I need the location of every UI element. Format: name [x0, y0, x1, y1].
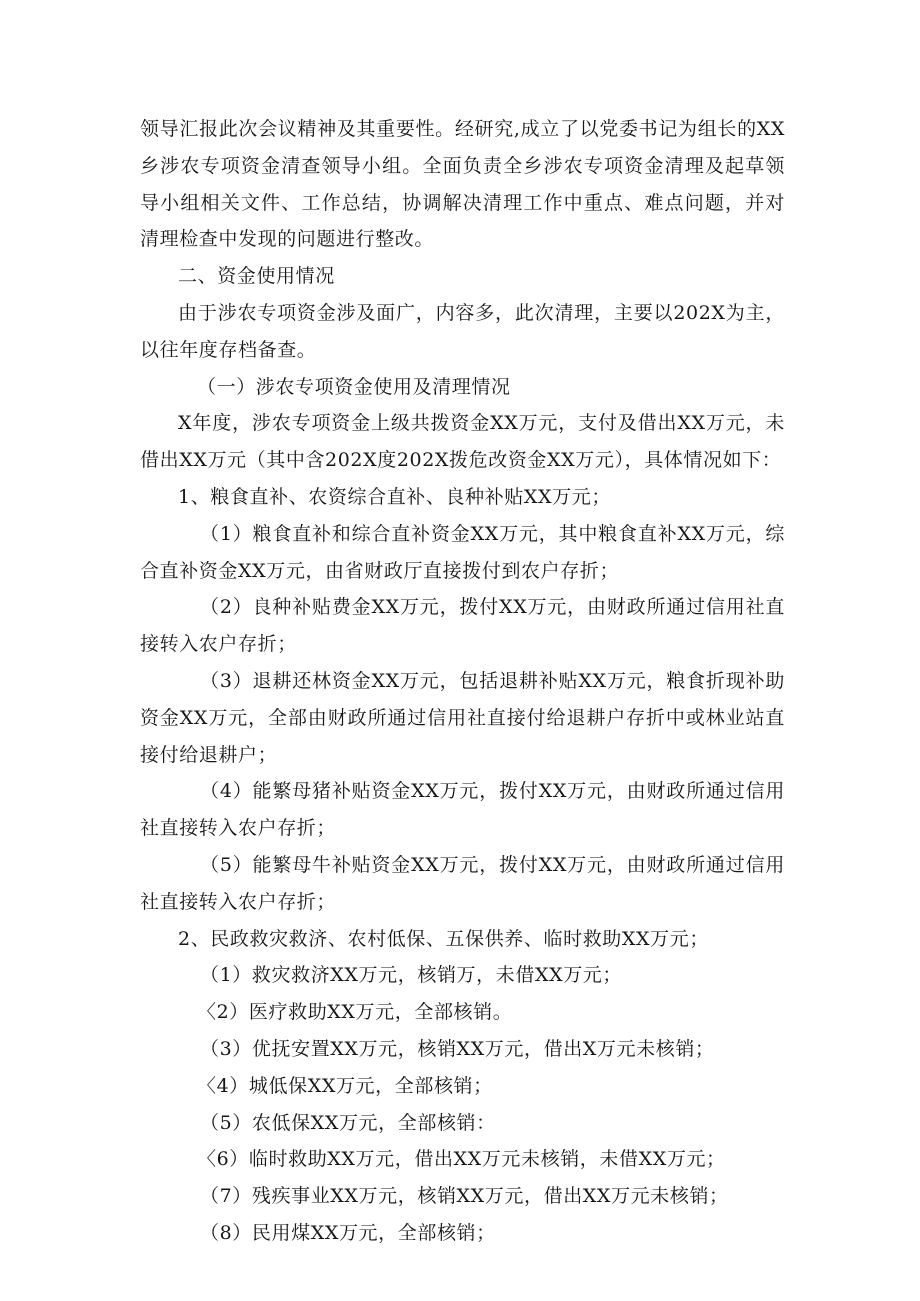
- list-item-relief-5: （5）农低保XX万元，全部核销：: [200, 1111, 496, 1134]
- list-item-relief-6: 〈6）临时救助XX万元，借出XX万元未核销，未借XX万元；: [197, 1148, 726, 1171]
- paragraph-scope: 由于涉农专项资金涉及面广，内容多，此次清理，主要以202X为主，以往年度存档备查。: [140, 301, 785, 361]
- list-item-relief-1: （1）救灾救济XX万元，核销万，未借XX万元；: [200, 964, 622, 987]
- list-item-sub-4: （4）能繁母猪补贴资金XX万元，拨付XX万元，由财政所通过信用社直接转入农户存折；: [140, 780, 785, 840]
- list-item-sub-2: （2）良种补贴费金XX万元，拨付XX万元，由财政所通过信用社直接转入农户存折；: [140, 596, 785, 656]
- list-item-civil-affairs: 2、民政救灾救济、农村低保、五保供养、临时救助XX万元；: [178, 927, 709, 950]
- list-item-grain-subsidy: 1、粮食直补、农资综合直补、良种补贴XX万元；: [178, 485, 611, 508]
- list-item-sub-5: （5）能繁母牛补贴资金XX万元，拨付XX万元，由财政所通过信用社直接转入农户存折；: [140, 853, 785, 913]
- list-item-relief-4: 〈4）城低保XX万元，全部核销；: [197, 1074, 493, 1097]
- subsection-heading-usage-cleanup: （一）涉农专项资金使用及清理情况: [197, 375, 511, 398]
- list-item-relief-3: （3）优抚安置XX万元，核销XX万元，借出X万元未核销；: [200, 1037, 715, 1060]
- list-item-relief-8: （8）民用煤XX万元，全部核销；: [200, 1221, 496, 1244]
- section-heading-fund-usage: 二、资金使用情况: [178, 265, 335, 288]
- list-item-relief-7: （7）残疾事业XX万元，核销XX万元，借出XX万元未核销；: [200, 1185, 729, 1208]
- list-item-sub-1: （1）粮食直补和综合直补资金XX万元，其中粮食直补XX万元，综合直补资金XX万元，由省财政厅直接拨付到农户存折；: [140, 522, 785, 582]
- document-body: [140, 111, 785, 1252]
- list-item-sub-3: （3）退耕还林资金XX万元，包括退耕补贴XX万元，粮食折现补助资金XX万元，全部由财政所通过信用社直接付给退耕户存折中或林业站直接付给退耕户；: [140, 669, 785, 766]
- list-item-relief-2: 〈2）医疗救助XX万元，全部核销。: [197, 1001, 513, 1024]
- paragraph-leading-group-formation: 领导汇报此次会议精神及其重要性。经研究,成立了以党委书记为组长的XX乡涉农专项资金清查领导小组。全面负责全乡涉农专项资金清理及起草领导小组相关文件、工作总结，协调解决清理工作中重点、难点问题，并对清理检查中发现的问题进行整改。: [140, 118, 785, 251]
- paragraph-annual-summary: X年度，涉农专项资金上级共拨资金XX万元，支付及借出XX万元，未借出XX万元（其中含202X度202X拨危改资金XX万元），具体情况如下：: [140, 412, 785, 472]
